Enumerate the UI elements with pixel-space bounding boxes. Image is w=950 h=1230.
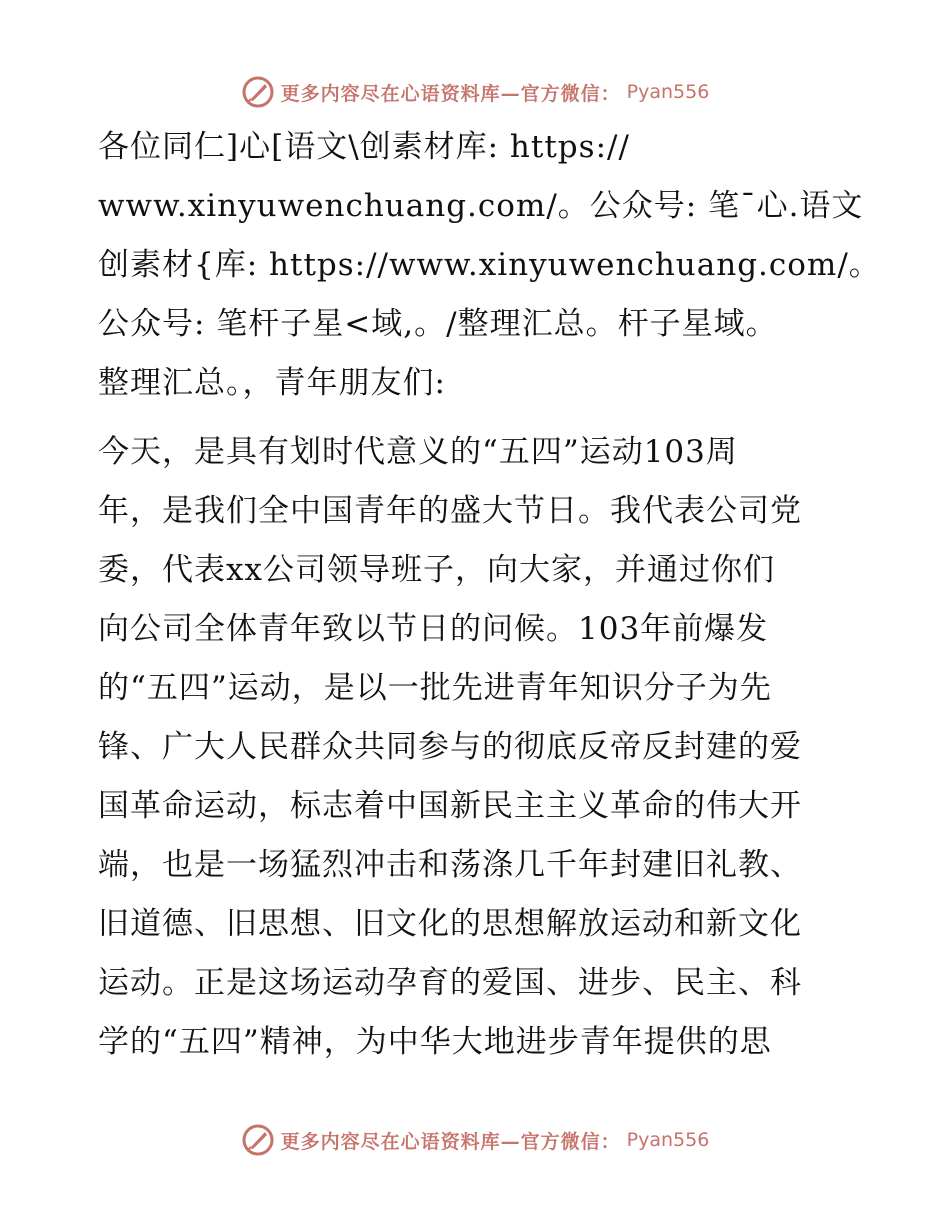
paragraph-1: [98, 118, 881, 413]
text-line: 向公司全体青年致以节日的问候。103年前爆发: [98, 611, 769, 647]
banner-wechat-id: Pyan556: [626, 81, 710, 103]
text-line: 的“五四”运动，是以一批先进青年知识分子为先: [98, 670, 772, 706]
text-line: 锋、广大人民群众共同参与的彻底反帝反封建的爱: [98, 729, 802, 765]
text-line: www.xinyuwenchuang.com/。公众号: 笔¯心.语文: [98, 188, 864, 224]
footer-banner: [0, 1120, 950, 1160]
text-line: 年，是我们全中国青年的盛大节日。我代表公司党: [98, 493, 802, 529]
text-line: 创素材{库: https://www.xinyuwenchuang.com/。: [98, 247, 881, 283]
banner-text: 更多内容尽在心语资料库—官方微信：: [280, 82, 621, 105]
banner-text: 更多内容尽在心语资料库—官方微信：: [280, 1130, 621, 1153]
text-line: 各位同仁]心[语文\创素材库: https://: [98, 129, 630, 165]
text-line: 整理汇总。，青年朋友们:: [98, 365, 446, 401]
text-line: 旧道德、旧思想、旧文化的思想解放运动和新文化: [98, 906, 802, 942]
text-line: 端，也是一场猛烈冲击和荡涤几千年封建旧礼教、: [98, 847, 802, 883]
text-line: 学的“五四”精神，为中华大地进步青年提供的思: [98, 1024, 772, 1060]
text-line: 公众号: 笔杆子星<域,。/整理汇总。杆子星域。: [98, 306, 778, 342]
text-line: 运动。正是这场运动孕育的爱国、进步、民主、科: [98, 965, 802, 1001]
text-line: 国革命运动，标志着中国新民主主义革命的伟大开: [98, 788, 802, 824]
quill-logo-icon: [241, 75, 275, 109]
header-banner: [0, 72, 950, 112]
banner-wechat-id: Pyan556: [626, 1129, 710, 1151]
paragraph-2: [98, 423, 850, 1072]
quill-logo-icon: [241, 1123, 275, 1157]
text-line: 委，代表xx公司领导班子，向大家，并通过你们: [98, 552, 775, 588]
text-line: 今天，是具有划时代意义的“五四”运动103周: [98, 434, 738, 470]
